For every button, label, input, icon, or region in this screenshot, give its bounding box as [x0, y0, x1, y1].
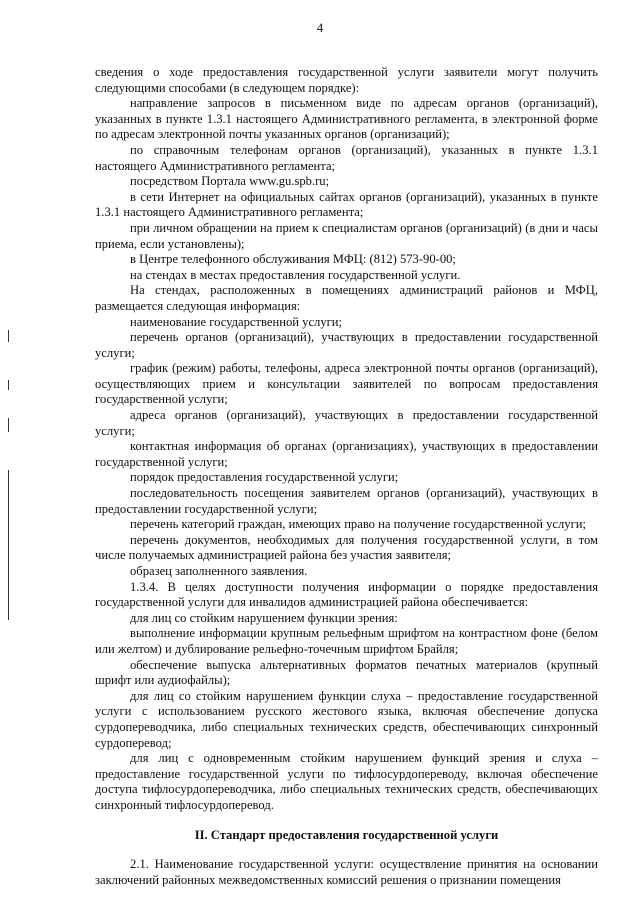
scan-margin-mark — [8, 380, 9, 390]
paragraph: посредством Портала www.gu.spb.ru; — [130, 174, 330, 189]
scan-margin-mark — [8, 470, 9, 620]
paragraph: адреса органов (организаций), участвующих в предоставлении государственной услуги; — [95, 408, 598, 438]
paragraph: 2.1. Наименование государственной услуги: осуществление принятия на основании заключений районных межведомственных комиссий решения о признании помещения — [95, 857, 598, 887]
paragraph: для лиц с одновременным стойким нарушением функций зрения и слуха – предоставление государственной услуги по тифлосурдопереводу, включая обеспечение доступа тифлосурдопереводчика, либо специальных технических средств, обеспечивающих синхронный тифлосурдоперевод. — [95, 751, 598, 812]
paragraph: на стендах в местах предоставления государственной услуги. — [130, 267, 461, 282]
paragraph: при личном обращении на прием к специалистам органов (организаций) (в дни и часы приема, если установлены); — [95, 220, 598, 251]
paragraph: порядок предоставления государственной услуги; — [130, 470, 399, 485]
paragraph: 1.3.4. В целях доступности получения информации о порядке предоставления государственной услуги для инвалидов администрацией района обеспечивается: — [95, 579, 598, 610]
paragraph: перечень категорий граждан, имеющих право на получение государственной услуги; — [130, 517, 586, 532]
paragraph: перечень документов, необходимых для получения государственной услуги, в том числе получаемых администрацией района без участия заявителя; — [95, 532, 598, 563]
scan-margin-mark — [8, 418, 9, 432]
paragraph: график (режим) работы, телефоны, адреса электронной почты органов (организаций), осуществляющих прием и консультации заявителей по вопросам предоставления государственной услуги; — [95, 361, 598, 407]
paragraph: обеспечение выпуска альтернативных форматов печатных материалов (крупный шрифт или аудиофайлы); — [95, 657, 598, 688]
paragraph: для лиц со стойким нарушением функции слуха – предоставление государственной услуги с использованием русского жестового языка, включая обеспечение допуска сурдопереводчика, либо специальных технических средств, обеспечивающих синхронный сурдоперевод; — [95, 688, 598, 750]
scan-margin-mark — [8, 330, 9, 342]
paragraph: сведения о ходе предоставления государственной услуги заявители могут получить следующими способами (в следующем порядке): — [95, 65, 598, 95]
paragraph: выполнение информации крупным рельефным шрифтом на контрастном фоне (белом или желтом) и дублирование рельефно-точечным шрифтом Брайля; — [95, 626, 598, 656]
paragraph: На стендах, расположенных в помещениях администраций районов и МФЦ, размещается следующая информация: — [95, 283, 598, 313]
paragraph: контактная информация об органах (организациях), участвующих в предоставлении государственной услуги; — [95, 439, 598, 469]
paragraph: по справочным телефонам органов (организаций), указанных в пункте 1.3.1 настоящего Административного регламента; — [95, 142, 598, 173]
section-heading: II. Стандарт предоставления государственной услуги — [194, 827, 499, 842]
document-body — [95, 65, 598, 888]
paragraph: для лиц со стойким нарушением функции зрения: — [130, 610, 398, 625]
page-number: 4 — [316, 20, 324, 35]
paragraph: в Центре телефонного обслуживания МФЦ: (812) 573-90-00; — [130, 252, 456, 267]
paragraph: последовательность посещения заявителем органов (организаций), участвующих в предоставлении государственной услуги; — [95, 486, 598, 516]
paragraph: образец заполненного заявления. — [130, 564, 308, 578]
paragraph: перечень органов (организаций), участвующих в предоставлении государственной услуги; — [95, 330, 598, 360]
paragraph: в сети Интернет на официальных сайтах органов (организаций), указанных в пункте 1.3.1 настоящего Административного регламента; — [95, 189, 598, 220]
paragraph: направление запросов в письменном виде по адресам органов (организаций), указанных в пункте 1.3.1 настоящего Административного регламента, в электронной форме по адресам электронной почты указанных органов (организаций); — [95, 96, 598, 142]
paragraph: наименование государственной услуги; — [130, 314, 343, 329]
